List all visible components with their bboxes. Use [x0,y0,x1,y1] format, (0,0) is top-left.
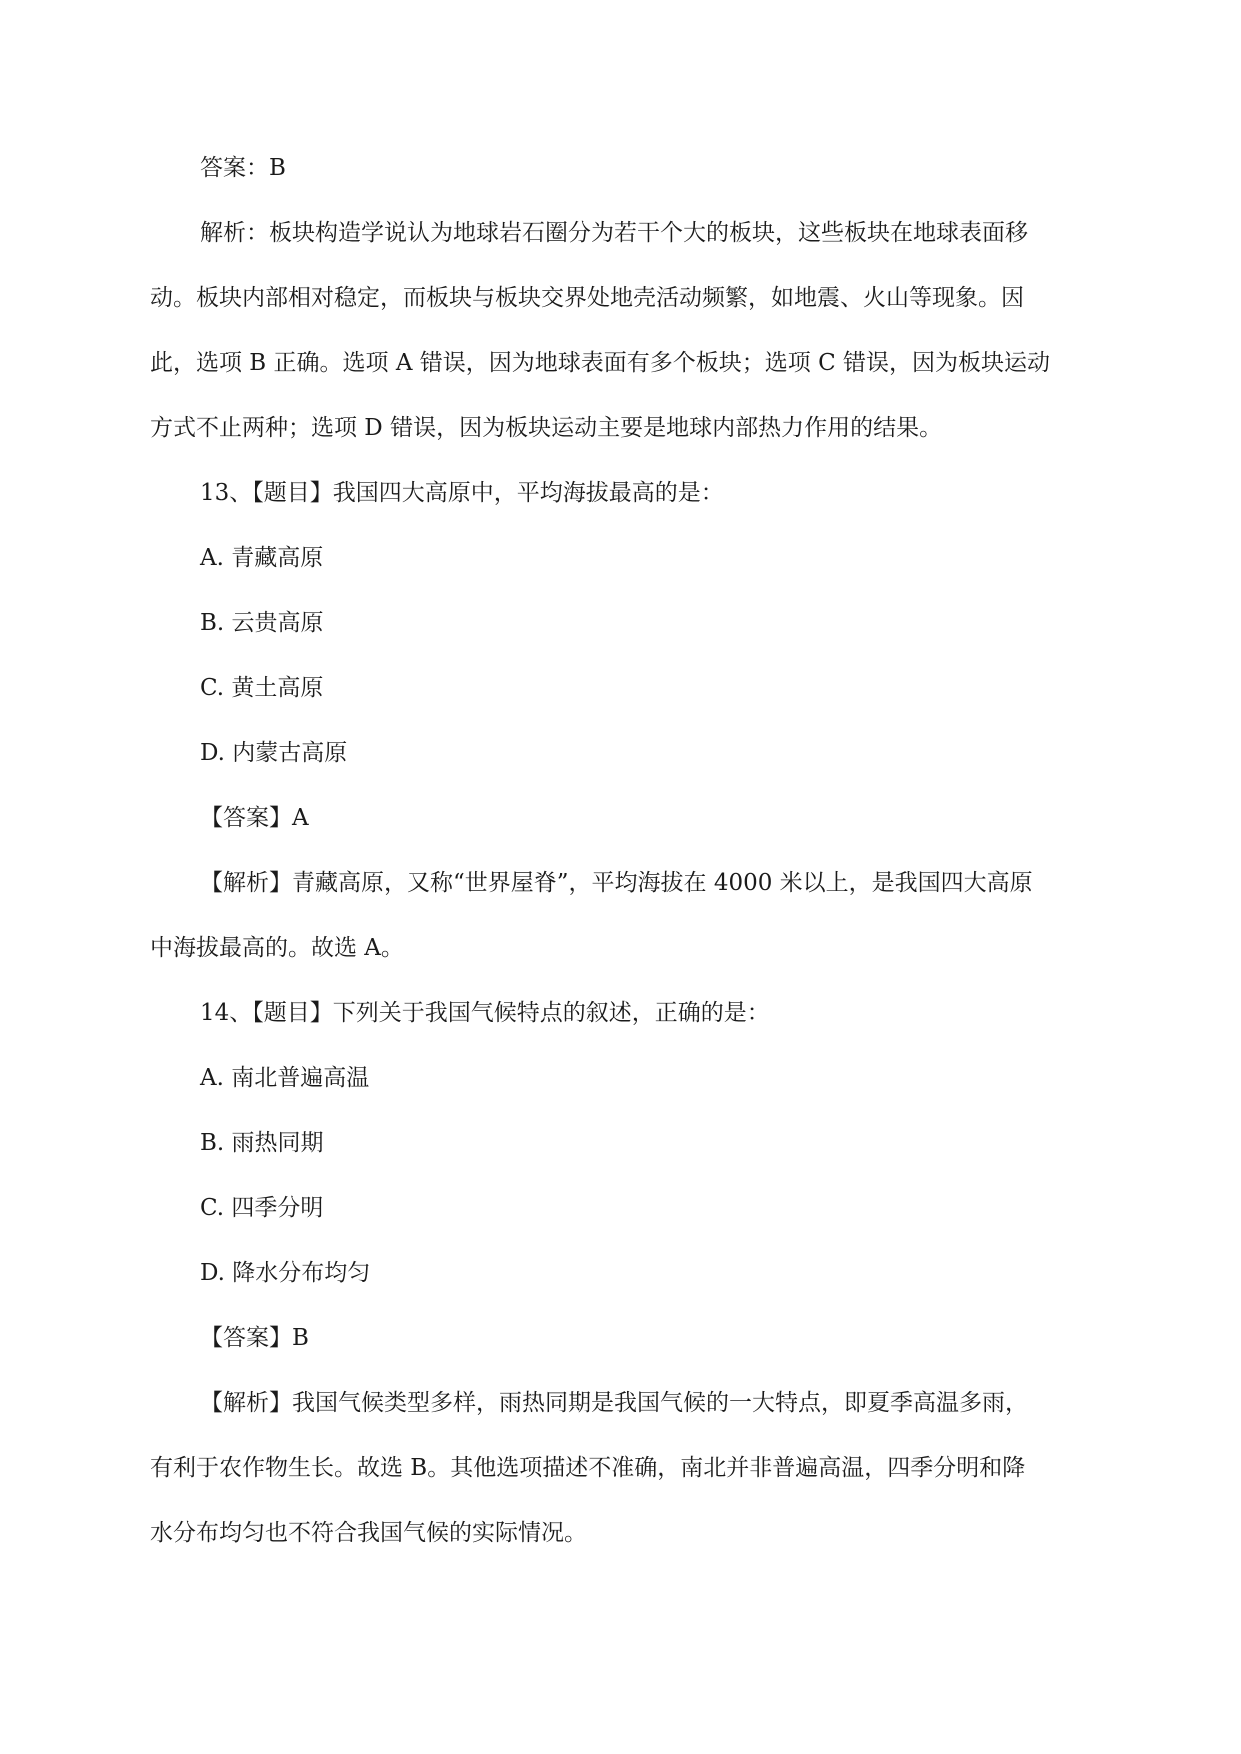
q13-option-a: A. 青藏高原 [200,545,324,571]
q12-analysis-line: 此，选项 B 正确。选项 A 错误，因为地球表面有多个板块；选项 C 错误，因为板块运动 [150,350,1050,376]
q13-answer: 【答案】A [200,805,309,831]
q14-analysis-line: 【解析】我国气候类型多样，雨热同期是我国气候的一大特点，即夏季高温多雨， [200,1390,1028,1416]
q14-option-b: B. 雨热同期 [200,1130,324,1156]
q12-analysis-line: 方式不止两种；选项 D 错误，因为板块运动主要是地球内部热力作用的结果。 [150,415,943,441]
q13-question: 13、【题目】我国四大高原中，平均海拔最高的是： [200,480,724,506]
q12-answer: 答案：B [200,155,286,181]
q13-analysis-line: 中海拔最高的。故选 A。 [150,935,404,961]
q14-answer: 【答案】B [200,1325,309,1351]
q14-question: 14、【题目】下列关于我国气候特点的叙述，正确的是： [200,1000,770,1026]
q14-option-c: C. 四季分明 [200,1195,324,1221]
q14-option-a: A. 南北普遍高温 [200,1065,370,1091]
q14-analysis-line: 有利于农作物生长。故选 B。其他选项描述不准确，南北并非普遍高温，四季分明和降 [150,1455,1026,1481]
q14-option-d: D. 降水分布均匀 [200,1260,371,1286]
q13-analysis-line: 【解析】青藏高原，又称“世界屋脊”，平均海拔在 4000 米以上，是我国四大高原 [200,870,1033,896]
q14-analysis-line: 水分布均匀也不符合我国气候的实际情况。 [150,1520,587,1546]
q13-option-d: D. 内蒙古高原 [200,740,348,766]
q12-analysis-line: 解析：板块构造学说认为地球岩石圈分为若干个大的板块，这些板块在地球表面移 [200,220,1028,246]
q12-analysis-line: 动。板块内部相对稳定，而板块与板块交界处地壳活动频繁，如地震、火山等现象。因 [150,285,1024,311]
q13-option-b: B. 云贵高原 [200,610,324,636]
document-body [150,136,1094,1566]
q13-option-c: C. 黄土高原 [200,675,324,701]
